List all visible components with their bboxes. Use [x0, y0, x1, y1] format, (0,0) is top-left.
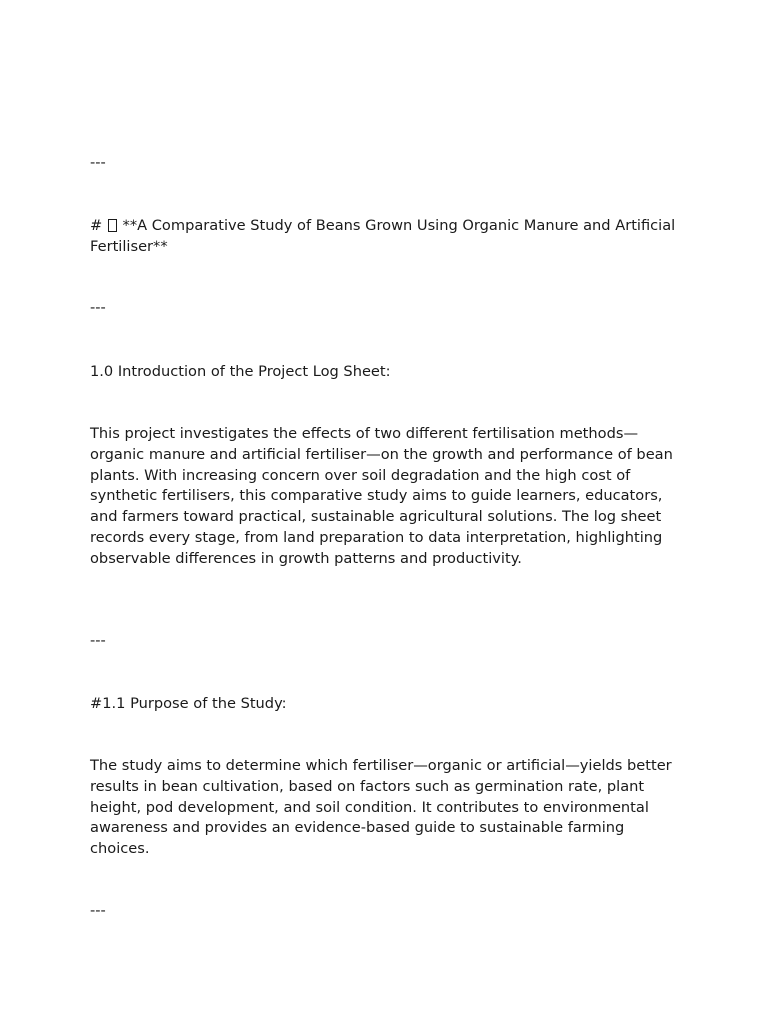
title-prefix: # [90, 217, 103, 234]
section-body-introduction: This project investigates the effects of two different fertilisation methods—organic manure and artificial fertiliser—on the growth and performance of bean plants. With increasing concern over soil degradation and the high cost of synthetic fertilisers, this comparative study aims to guide learners, educators, and farmers toward practical, sustainable agricultural solutions. The log sheet records every stage, from land preparation to data interpretation, highlighting observable differences in growth patterns and productivity. [90, 425, 673, 567]
separator-line: --- [90, 154, 106, 171]
separator-line: --- [90, 299, 106, 316]
separator-line: --- [90, 902, 106, 919]
section-body-purpose: The study aims to determine which fertiliser—organic or artificial—yields better results in bean cultivation, based on factors such as germination rate, plant height, pod development, and soil condition. It contributes to environmental awareness and provides an evidence-based guide to sustainable farming choices. [90, 757, 672, 858]
separator-line: --- [90, 632, 106, 649]
title-text: **A Comparative Study of Beans Grown Using Organic Manure and Artificial Fertiliser** [90, 217, 676, 255]
document-title [90, 216, 680, 258]
section-heading-introduction: 1.0 Introduction of the Project Log Sheet: [90, 363, 391, 380]
missing-glyph-icon [108, 219, 117, 232]
section-heading-purpose: #1.1 Purpose of the Study: [90, 695, 287, 712]
